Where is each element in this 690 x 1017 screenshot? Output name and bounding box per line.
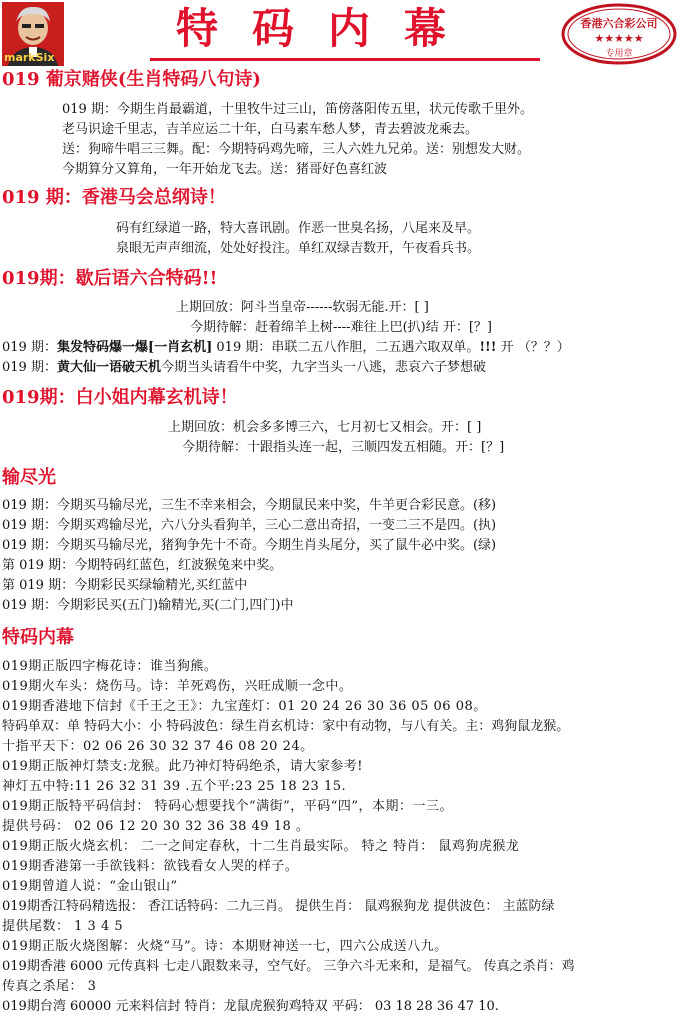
last-issue-replay: 上期回放：机会多多博三六，七月初七又相会。开：[ ] [168, 420, 482, 435]
seal-stamp [560, 2, 678, 66]
text-row: 特码单双：单 特码大小：小 特码波色：绿生肖玄机诗：家中有动物，与八有关。主：鸡狗鼠龙猴。 [2, 719, 570, 734]
text-row: 019期曾道人说：“金山银山” [2, 879, 178, 894]
row-text: 今期当头请看牛中奖，九字当头一八逃，悲哀六子梦想破 [160, 360, 486, 375]
row-prefix: 019 期： [2, 340, 57, 355]
text-row: 019期正版特平码信封： 特码心想要找个“满街”，平码“四”，本期：一三。 [2, 799, 454, 814]
text-row: 019期正版神灯禁支:龙猴。此乃神灯特码绝杀，请大家参考! [2, 759, 363, 774]
text-row: 019期正版四字梅花诗：谁当狗熊。 [2, 659, 218, 674]
poem-line: 码有红绿道一路，特大喜讯剧。作恶一世臭名扬，八尾来及早。 [116, 221, 481, 236]
text-row: 提供尾数： 1 3 4 5 [2, 919, 124, 934]
poem-line: 泉眼无声声细流，处处好投注。单红双绿吉数开，午夜看兵书。 [116, 241, 481, 256]
text-row: 019期正版火烧图解：火烧“马”。诗：本期财神送一七，四六公成送八九。 [2, 939, 448, 954]
poem-line: 今期算分又算角，一年开始龙飞去。送：猪哥好色喜红波 [62, 162, 388, 177]
avatar-watermark: markSix [4, 51, 55, 64]
text-row: 传真之杀尾： 3 [2, 979, 97, 994]
poem-line: 老马识途千里志，吉羊应运二十年，白马素车愁人梦，青去碧波龙乘去。 [62, 122, 479, 137]
this-issue-riddle: 今期待解：十跟指头连一起，三顺四发五相随。开：[？] [182, 440, 505, 455]
section-heading-xiehouyu: 019期：歇后语六合特码!! [2, 268, 218, 289]
text-row: 019期香港第一手欲钱料：欲钱看女人哭的样子。 [2, 859, 299, 874]
text-row: 提供号码： 02 06 12 20 30 32 36 38 49 18 。 [2, 819, 310, 834]
section-heading-baixiaojie: 019期：白小姐内幕玄机诗！ [2, 387, 238, 408]
text-row: 019期火车头：烧伤马。诗：羊死鸡伤，兴旺成顺一念中。 [2, 679, 353, 694]
text-row: 019 期：今期买鸡输尽光，六八分头看狗羊，三心二意出奇招，一变二三不是四。(执) [2, 518, 497, 533]
header [0, 0, 690, 66]
text-row: 第 019 期：今期特码红蓝色，红波猴兔来中奖。 [2, 558, 283, 573]
text-row: 019期正版火烧玄机： 二一之间定春秋，十二生肖最实际。 特之 特肖： 鼠鸡狗虎猴龙 [2, 839, 520, 854]
svg-text:专用章: 专用章 [605, 49, 633, 59]
text-row: 神灯五中特:11 26 32 31 39 .五个平:23 25 18 23 15. [2, 779, 347, 794]
last-issue-replay: 上期回放：阿斗当皇帝------软弱无能.开：[ ] [176, 300, 429, 315]
text-row [2, 338, 570, 358]
exclamation: !!! [479, 340, 497, 355]
poem-line: 019 期：今期生肖最霸道，十里牧牛过三山，笛傍落阳传五里，状元传歌千里外。 [62, 102, 533, 117]
page-title: 特码内幕 [176, 4, 481, 53]
bold-label: 集发特码爆一爆[一肖玄机] [56, 340, 213, 355]
text-row: 019期香港 6000 元传真料 七走八跟数来寻，空气好。 三争六斗无来和，是福气。 传真之杀肖：鸡 [2, 959, 575, 974]
text-row: 019期香港地下信封《千王之王》：九宝莲灯：01 20 24 26 30 36 05 06 08。 [2, 699, 487, 714]
text-row: 第 019 期：今期彩民买绿输精光,买红蓝中 [2, 578, 248, 593]
text-row: 019期台湾 60000 元来料信封 特肖：龙鼠虎猴狗鸡特双 平码： 03 18 28 36 47 10. [2, 999, 499, 1014]
bold-label: 黄大仙一语破天机 [56, 360, 161, 375]
this-issue-riddle: 今期待解：赶着绵羊上树----难往上巴(扒)结 开：[？] [190, 320, 492, 335]
poem-line: 送：狗啼牛唱三三舞。配：今期特码鸡先啼，三人六姓九兄弟。送：别想发大财。 [62, 142, 531, 157]
text-row: 019 期：今期买马输尽光，猪狗争先十不奇。今期生肖头尾分，买了鼠牛必中奖。(绿) [2, 538, 497, 553]
text-row: 019期香江特码精选报： 香江话特码：二九三肖。 提供生肖： 鼠鸡猴狗龙 提供波色： 主蓝防绿 [2, 899, 555, 914]
seal-stamp-graphic [560, 2, 678, 66]
text-row: 019 期：今期买马输尽光，三生不幸来相会，今期鼠民来中奖，牛羊更合彩民意。(移) [2, 498, 497, 513]
title-underline [150, 58, 540, 61]
svg-text:香港六合彩公司: 香港六合彩公司 [580, 17, 658, 30]
svg-text:★★★★★: ★★★★★ [594, 32, 644, 45]
row-prefix: 019 期： [2, 360, 57, 375]
text-row: 十指平天下：02 06 26 30 32 37 46 08 20 24。 [2, 739, 314, 754]
section-heading-mahui: 019 期：香港马会总纲诗！ [2, 187, 226, 208]
section-heading-temaneimu: 特码内幕 [2, 627, 74, 648]
row-tail: 开 （？？） [496, 340, 570, 355]
section-heading-shujinguang: 输尽光 [2, 467, 56, 488]
row-text: 019 期：串联二五八作胆，二五遇六取双单。 [212, 340, 480, 355]
section-heading-pujing: 019 葡京赌侠(生肖特码八句诗) [2, 69, 261, 90]
text-row: 019 期：今期彩民买(五门)输精光,买(二门,四门)中 [2, 598, 294, 613]
avatar [2, 2, 64, 66]
text-row [2, 358, 486, 378]
